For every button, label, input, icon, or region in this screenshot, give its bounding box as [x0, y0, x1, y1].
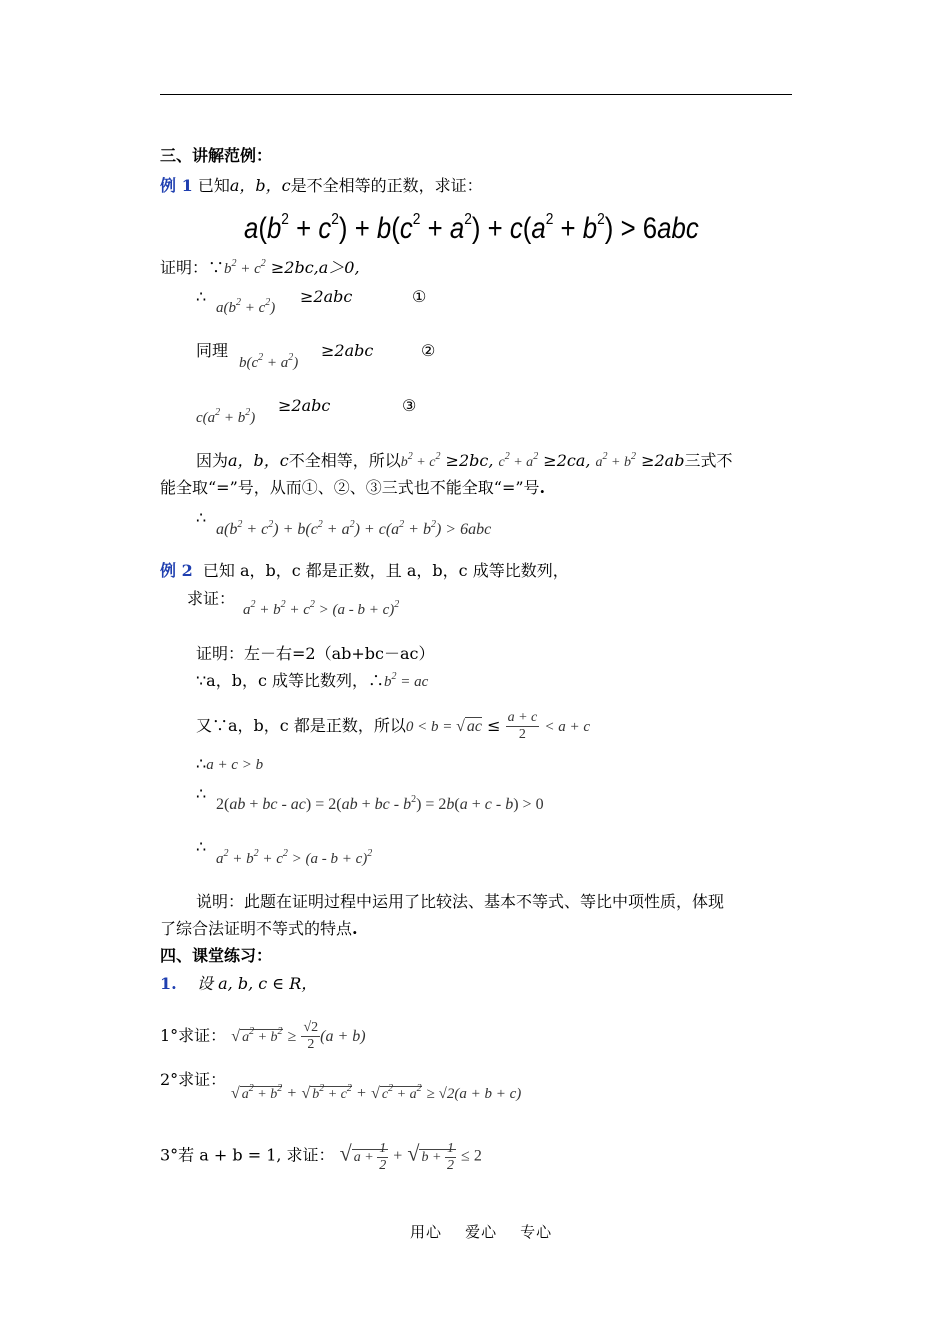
geq-abc-1: ≥2abc	[300, 287, 353, 306]
proof2-line-2-text: ∵a，b，c 成等比数列，∴	[196, 671, 385, 690]
proof-prefix: 证明：∵	[160, 258, 225, 277]
exercise-1	[160, 974, 317, 994]
therefore-sign: ∴	[196, 287, 207, 306]
therefore-sign-3: ∴	[196, 837, 207, 856]
am-fraction	[506, 710, 540, 743]
because-line-1: 因为a，b，c不全相等，所以$b^2 + c^2 \ge 2bc$, $c^2 + a^2 \ge 2ca$, $a^2 + b^2 \ge 2ab$三式不	[196, 451, 733, 470]
final-inequality: $a(b^2 + c^2) + b(c^2 + a^2) + c(a^2 + b^2) > 6abc$	[216, 519, 492, 538]
q1-fraction	[301, 1020, 320, 1053]
because-line-2: 能全取“=”号，从而①、②、③三式也不能全取“=”号.	[160, 478, 546, 497]
note-line-2-text: 了综合法证明不等式的特点	[160, 919, 353, 938]
example-2-text: 已知 a，b，c 都是正数，且 a，b，c 成等比数列，	[202, 561, 569, 580]
q1-tail: (a + b)	[320, 1028, 366, 1045]
marker-3: ③	[402, 396, 417, 415]
proof2-line-5: 2(ab + bc - ac) = 2(ab + bc - $b^2) = 2b(a + c - b) > 0$	[216, 794, 544, 813]
proof2-line-3-text: 又∵a，b，c 都是正数，所以	[196, 716, 406, 735]
proof2-expr-b: < a + c	[544, 719, 590, 735]
q1-frac-den: 2	[307, 1037, 315, 1052]
proof-expr-2: $b(c^2 + a^2)$	[239, 352, 299, 371]
because-vars: a，b，c	[228, 451, 289, 470]
proof-expr-1: $a(b^2 + c^2)$	[216, 297, 276, 316]
q1-label: 1°求证：	[160, 1026, 227, 1045]
q2-tail: ≥ √2(a + b + c)	[426, 1086, 522, 1102]
note-line-1: 说明：此题在证明过程中运用了比较法、基本不等式、等比中项性质，体现	[196, 892, 725, 911]
therefore-sign-final: ∴	[196, 508, 207, 527]
sqrt-ac: ac	[466, 718, 482, 735]
example-2-statement	[160, 561, 569, 581]
q3-label: 3°若 a + b = 1, 求证：	[160, 1145, 335, 1165]
proof2-line-6: $a^2 + b^2 + c^2 > (a - b + c)^2$	[216, 848, 373, 867]
geq-abc-2: ≥2abc	[321, 341, 374, 360]
statement-pre: 已知	[197, 176, 230, 195]
proof2-expr-a: 0 < b =	[405, 719, 457, 735]
example-1-main-inequality: $a(b^2 + c^2) + b(c^2 + a^2) + c(a^2 + b^2) > 6abc$	[244, 211, 699, 245]
cond-bc: ≥2bc,	[445, 451, 494, 470]
proof2-line-1: 证明：左－右=2（ab+bc－ac）	[196, 644, 435, 663]
exercise-1-text: 设 a, b, c ∈ R，	[197, 974, 318, 993]
q1-geq: ≥	[287, 1028, 297, 1045]
prove-expr: $a^2 + b^2 + c^2 > (a - b + c)^2$	[243, 599, 400, 618]
frac-den: 2	[518, 727, 526, 742]
therefore-sign-2: ∴	[196, 784, 207, 803]
note-line-2: 了综合法证明不等式的特点.	[160, 919, 358, 938]
proof-cond: ≥2bc,a＞0,	[270, 258, 360, 277]
proof-line-1: 证明：$\because b^2 + c^2 \ge 2bc,a>0$,	[160, 258, 360, 277]
statement-post: 是不全相等的正数，求证：	[290, 176, 483, 195]
similarly-label: 同理	[196, 341, 229, 360]
q1-root: $a^2 + b^2$	[242, 1026, 283, 1045]
statement-vars: a，b，c	[229, 176, 291, 195]
geq-abc-3: ≥2abc	[278, 396, 331, 415]
prove-label: 求证：	[187, 589, 236, 608]
marker-1: ①	[412, 287, 427, 306]
proof-expr-3: $c(a^2 + b^2)$	[196, 407, 256, 426]
section-heading-3: 三、讲解范例：	[160, 146, 273, 165]
because-text: 因为	[196, 451, 229, 470]
example-1-label: 例 1	[160, 176, 193, 195]
header-rule	[160, 94, 792, 95]
exercise-1-q2-label: 2°求证：	[160, 1070, 227, 1089]
proof2-line-2: ∵a，b，c 成等比数列，$\therefore b^2$ = ac	[196, 671, 429, 690]
exercise-1-q1: 1°求证： √ $a^2 + b^2$ ≥ $\frac{√2}{2}$ (a + b)	[160, 1020, 366, 1052]
exercise-1-q3: 3°若 a + b = 1, 求证： √ a + $\frac{1}{2}$ + √ b + $\frac{1}{2}$ ≤ 2	[160, 1140, 482, 1173]
marker-2: ②	[421, 341, 436, 360]
proof2-line-4: ∴a + c > b	[196, 754, 264, 773]
because-tail: 三式不	[684, 451, 733, 470]
because-mid: 不全相等，所以	[288, 451, 401, 470]
q3-tail: ≤ 2	[461, 1147, 482, 1165]
proof2-line-3: 又∵a，b，c 都是正数，所以0 < b = √ ac ≤ $\frac{a + c}{2}$ < a + c	[196, 710, 590, 742]
cond-ca: ≥2ca,	[543, 451, 591, 470]
section-heading-4: 四、课堂练习：	[160, 946, 273, 965]
exercise-1-label: 1.	[160, 974, 177, 993]
example-1-statement	[160, 176, 483, 196]
because-line-2-text: 能全取“=”号，从而①、②、③三式也不能全取“=”号	[160, 478, 540, 497]
exercise-1-q2: √ $a^2 + b^2$ + √ $b^2 + c^2$ + √ $c^2 + a^2 \ge √2(a + b + c)$	[231, 1083, 522, 1102]
q1-frac-num: √2	[303, 1020, 319, 1035]
frac-num: a + c	[507, 710, 538, 725]
example-2-label: 例 2	[160, 561, 193, 580]
cond-ab: ≥2ab	[641, 451, 685, 470]
footer-slogan: 用心 爱心 专心	[410, 1223, 553, 1241]
leq-sign: ≤	[487, 716, 501, 735]
proof2-expr-4: a + c > b	[206, 757, 264, 773]
